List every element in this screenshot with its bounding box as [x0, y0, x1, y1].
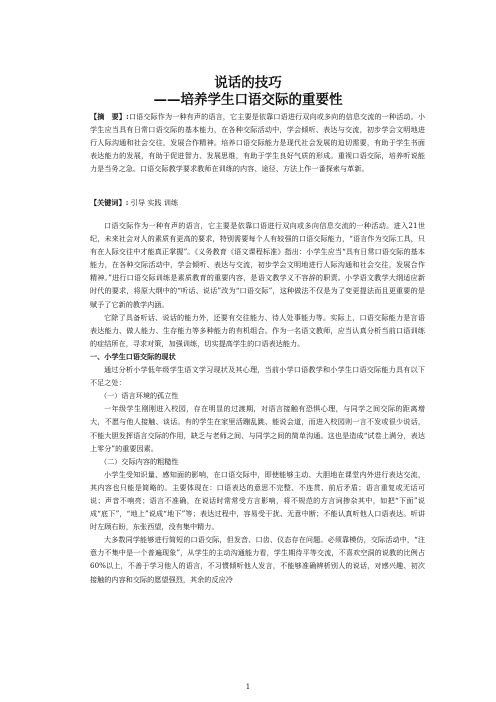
section-intro: 通过分析小学低年级学生语文学习现状及其心理，当前小学口语教学和小学生口语交际能力具有以下不足之处： [90, 365, 425, 388]
page-number: 1 [245, 683, 251, 691]
subsection-text: 一年级学生刚刚进入校园，存在明显的过渡期，对语言接触有恐惧心理，与同学之间交际的距离增大，不愿与他人接触、谈话。有的学生在家里活蹦乱跳、能说会道，而进入校园则一言不发或很少说话，不能大胆发挥语言交际的作用，缺乏与老师之间、与同学之间的简单沟通。这也是造成“试卷上满分，表达上零分”的重要因素。 [90, 404, 425, 453]
main-body [90, 219, 425, 586]
document-subtitle: ——培养学生口语交际的重要性 [153, 92, 343, 108]
abstract-label: 【摘 要】: [90, 112, 129, 121]
abstract-text: 口语交际作为一种有声的语言，它主要是依靠口语进行双向或多向的信息交流的一种活动。小学生应当具有日常口语交际的基本能力，在各种交际活动中，学会倾听、表达与交流，初步学会文明地进行人际沟通和社会交往，发展合作精神。培养口语交际能力是现代社会发展的迫切需要，有助于学生书面表达能力的发展，有助于促进智力、发展思维，有助于学生良好气质的形成。重视口语交际，培养听说能力是当务之急。口语交际教学要求教师在训练的内容、途径、方法上作一番探索与革新。 [90, 112, 426, 174]
keywords-label: 【关键词】: [90, 198, 129, 207]
keywords-text: 引导 实践 训练 [128, 198, 179, 207]
body-paragraph: 大多数同学能够进行简短的口语交际，但发音、口齿、仪态存在问题。必须靠模仿，交际活动中，“注意力不集中是一个普遍现象”，从学生的主动沟通能力看，学生期待平等交流，不喜欢空洞的说教的比例占60%以上，不善于学习他人的语言，不习惯倾听他人发言，不能够准确辨析别人的说话，对感兴趣、初次接触的内容和交际的愿望强烈，其余的反应冷 [90, 535, 425, 584]
body-paragraph: 口语交际作为一种有声的语言，它主要是依靠口语进行双向或多向信息交流的一种活动。进入21世纪，未来社会对人的素质有更高的要求，特别需要每个人有较强的口语交际能力，“语言作为交际工具，只有在人际交往中才能真正掌握”。《义务教育《语文课程标准》指出：小学生应当“具有日常口语交际的基本能力，在各种交际活动中，学会倾听、表达与交流，初步学会文明地进行人际沟通和社会交往，发展合作精神。”进行口语交际训练是素质教育的重要内容，是语文教学义不容辞的职责。小学语文教学大纲适应新时代的要求，将原大纲中的“听话、说话”改为“口语交际”，这种做法不仅是为了变更提法而且更重要的是赋予了它新的教学内涵。 [90, 221, 425, 309]
document-title: 说话的技巧 [214, 75, 282, 91]
abstract-block [90, 110, 425, 175]
body-paragraph: 它除了具备听话、说话的能力外，还要有交往能力、待人处事能力等。实际上，口语交际能力是言语表达能力、做人能力、生存能力等多种能力的有机组合。作为一名语文教师，应当认真分析当前口语训练的症结所在，寻求对策，加强训练，切实提高学生的口语表达能力。 [90, 312, 425, 348]
section-heading: 一、小学生口语交际的现状 [90, 351, 176, 361]
subsection-heading: （二）交际内容的粗糙性 [100, 456, 179, 466]
keywords-block [90, 196, 425, 209]
subsection-text: 小学生受知识量、感知面的影响，在口语交际中，即使能够主动、大胆地在课堂内外进行表达交流，其内容也只能是简略的。主要体现在：口语表达的意思不完整、不连贯、前后矛盾；语言重复或无话可说；声音不响亮；语言不准确，在说话时常常受方言影响，将不规范的方言词掺杂其中，如把“下面”说成“底下”，“地上”说成“地下”等；表达过程中，容易受干扰、无意中断；不能认真听他人口语表达。听讲时左顾右盼，东张西望，没有集中精力。 [90, 469, 425, 532]
subsection-heading: （一）语言环境的孤立性 [100, 391, 179, 401]
